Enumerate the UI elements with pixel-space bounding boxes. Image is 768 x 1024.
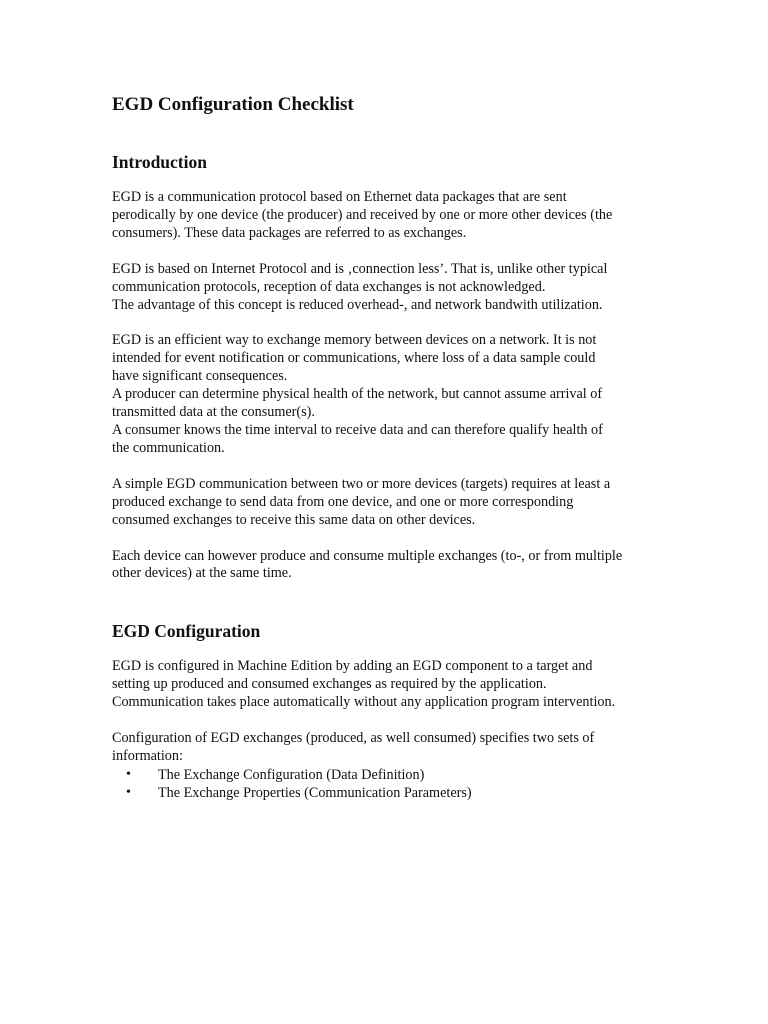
paragraph-line: EGD is configured in Machine Edition by adding an EGD component to a target and — [112, 658, 593, 675]
section-heading-egd-configuration: EGD Configuration — [112, 621, 261, 642]
list-item — [112, 784, 672, 803]
bullet-icon: • — [126, 785, 131, 801]
intro-paragraph-1 — [112, 189, 672, 243]
list-item — [112, 766, 672, 785]
intro-paragraph-2 — [112, 261, 672, 315]
list-item-text: The Exchange Configuration (Data Definition) — [158, 766, 425, 783]
section-heading-introduction: Introduction — [112, 152, 207, 172]
paragraph-line: produced exchange to send data from one device, and one or more corresponding — [112, 493, 574, 510]
intro-paragraph-3 — [112, 332, 672, 457]
paragraph-line: perodically by one device (the producer) and received by one or more other devices (the — [112, 206, 613, 223]
paragraph-line: A simple EGD communication between two or more devices (targets) requires at least a — [112, 475, 611, 492]
bullet-icon: • — [126, 766, 131, 782]
config-paragraph-2 — [112, 730, 672, 766]
document-content — [112, 92, 672, 803]
paragraph-line: the communication. — [112, 439, 225, 456]
paragraph-line: consumed exchanges to receive this same data on other devices. — [112, 511, 476, 528]
paragraph-line: Configuration of EGD exchanges (produced, as well consumed) specifies two sets of — [112, 730, 595, 747]
paragraph-line: setting up produced and consumed exchanges as required by the application. — [112, 676, 547, 693]
paragraph-line: A producer can determine physical health of the network, but cannot assume arrival of — [112, 386, 603, 403]
paragraph-line: transmitted data at the consumer(s). — [112, 404, 315, 421]
intro-paragraph-5 — [112, 548, 672, 584]
paragraph-line: have significant consequences. — [112, 368, 288, 385]
document-title: EGD Configuration Checklist — [112, 94, 354, 115]
paragraph-line: Communication takes place automatically without any application program intervention. — [112, 694, 616, 711]
bullet-list — [112, 766, 672, 803]
paragraph-line: A consumer knows the time interval to receive data and can therefore qualify health of — [112, 421, 603, 438]
paragraph-line: The advantage of this concept is reduced overhead-, and network bandwith utilization. — [112, 296, 603, 313]
paragraph-line: other devices) at the same time. — [112, 565, 292, 582]
paragraph-line: information: — [112, 747, 183, 764]
paragraph-line: EGD is a communication protocol based on Ethernet data packages that are sent — [112, 189, 567, 205]
paragraph-line: EGD is an efficient way to exchange memory between devices on a network. It is not — [112, 332, 597, 349]
paragraph-line: EGD is based on Internet Protocol and is ‚connection less’. That is, unlike other typical — [112, 260, 608, 277]
list-item-text: The Exchange Properties (Communication Parameters) — [158, 785, 472, 802]
intro-paragraph-4 — [112, 476, 672, 530]
config-paragraph-1 — [112, 658, 672, 712]
paragraph-line: consumers). These data packages are referred to as exchanges. — [112, 224, 467, 241]
paragraph-line: Each device can however produce and consume multiple exchanges (to-, or from multiple — [112, 547, 623, 564]
paragraph-line: communication protocols, reception of data exchanges is not acknowledged. — [112, 278, 546, 295]
paragraph-line: intended for event notification or communications, where loss of a data sample could — [112, 350, 596, 367]
